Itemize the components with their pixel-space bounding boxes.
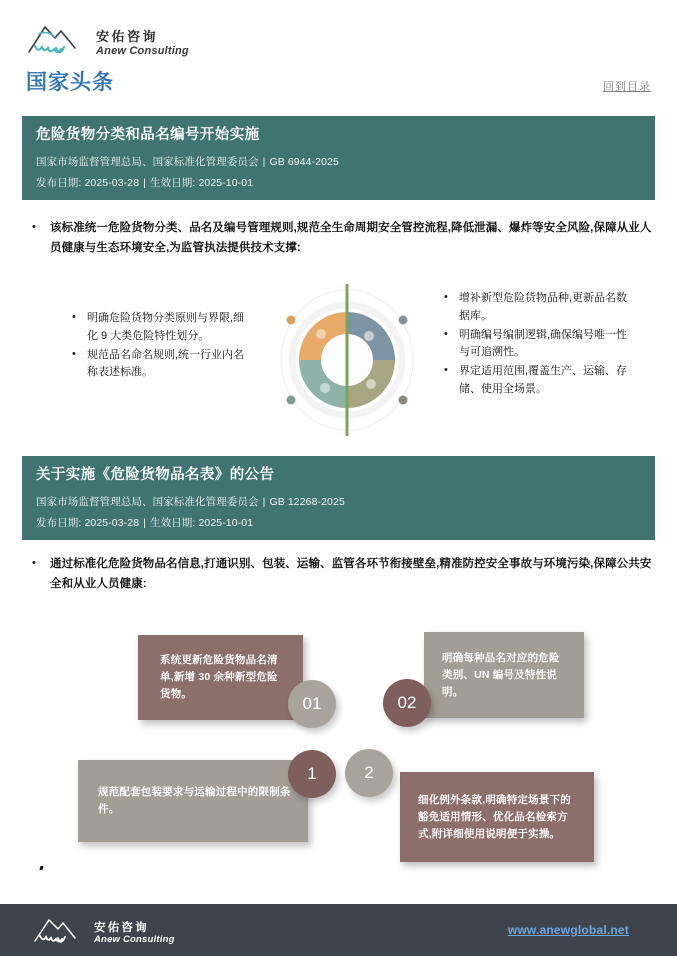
section-2-lead-paragraph bbox=[26, 554, 656, 594]
card-2-number-badge bbox=[345, 749, 393, 797]
meta-separator: | bbox=[262, 495, 266, 508]
section-header-1 bbox=[22, 116, 655, 200]
anew-mountain-logo-icon bbox=[32, 912, 86, 948]
card-text: 明确每种品名对应的危险类别、UN 编号及特性说明。 bbox=[442, 651, 560, 698]
card-01 bbox=[138, 635, 303, 720]
lead-text: 该标准统一危险货物分类、品名及编号管理规则,规范全生命周期安全管控流程,降低泄漏、爆炸等安全风险,保障从业人员健康与生态环境安全,为监管执法提供技术支撑: bbox=[50, 222, 652, 255]
stray-mark bbox=[39, 866, 43, 870]
list-item: • 界定适用范围,覆盖生产、运输、存储、使用全场景。 bbox=[442, 363, 632, 399]
section-title: 危险货物分类和品名编号开始实施 bbox=[36, 127, 260, 143]
list-item: • 明确编号编制逻辑,确保编号唯一性与可追溯性。 bbox=[442, 327, 632, 363]
publish-date-value: 2025-03-28 bbox=[84, 176, 140, 189]
effective-date-value: 2025-10-01 bbox=[198, 516, 254, 529]
card-number: 2 bbox=[364, 763, 374, 782]
section-header-2 bbox=[22, 456, 655, 540]
section-dates-line bbox=[36, 175, 641, 190]
card-1-number-badge bbox=[288, 750, 336, 798]
list-item: • 规范品名命名规则,统一行业内名称表述标准。 bbox=[70, 347, 255, 383]
effective-date-value: 2025-10-01 bbox=[198, 176, 254, 189]
standard-number: GB 6944-2025 bbox=[269, 155, 339, 168]
footer-logo-text-cn: 安佑咨询 bbox=[94, 921, 149, 934]
section-issuer-line bbox=[36, 494, 641, 509]
meta-separator: | bbox=[262, 155, 266, 168]
card-1 bbox=[78, 760, 308, 842]
bullet-icon: • bbox=[32, 221, 36, 233]
donut-chart-svg bbox=[277, 272, 417, 438]
page-footer bbox=[0, 904, 677, 956]
issuer-text: 国家市场监督管理总局、国家标准化管理委员会 bbox=[36, 155, 259, 168]
card-text: 规范配套包装要求与运输过程中的限制条件。 bbox=[98, 786, 291, 815]
header-logo bbox=[25, 18, 189, 60]
card-number: 01 bbox=[302, 694, 322, 713]
list-item: • 明确危险货物分类原则与界限,细化 9 大类危险特性划分。 bbox=[70, 310, 255, 346]
section-1-lead-paragraph bbox=[26, 218, 656, 258]
left-points-list bbox=[70, 310, 255, 383]
effective-date-label: 生效日期: bbox=[150, 516, 196, 529]
footer-logo bbox=[32, 912, 175, 948]
card-02-number-badge bbox=[383, 679, 431, 727]
page-title: 国家头条 bbox=[26, 71, 114, 94]
card-02 bbox=[424, 632, 584, 718]
card-number: 02 bbox=[397, 693, 417, 712]
back-to-contents-link[interactable]: 回到目录 bbox=[603, 81, 651, 93]
card-text: 细化例外条款,明确特定场景下的豁免适用情形、优化品名检索方式,附详细使用说明便于实操。 bbox=[418, 793, 571, 840]
section-1-graphic-block bbox=[22, 272, 655, 442]
right-points-list bbox=[442, 290, 632, 400]
logo-text-en: Anew Consulting bbox=[96, 45, 189, 58]
lead-text: 通过标准化危险货物品名信息,打通识别、包装、运输、监管各环节衔接壁垒,精准防控安全事故与环境污染,保障公共安全和从业人员健康: bbox=[50, 558, 652, 591]
publish-date-label: 发布日期: bbox=[36, 516, 82, 529]
section-issuer-line bbox=[36, 154, 641, 169]
section-dates-line bbox=[36, 515, 641, 530]
standard-number: GB 12268-2025 bbox=[269, 495, 345, 508]
publish-date-label: 发布日期: bbox=[36, 176, 82, 189]
bullet-icon: • bbox=[32, 557, 36, 569]
publish-date-value: 2025-03-28 bbox=[84, 516, 140, 529]
effective-date-label: 生效日期: bbox=[150, 176, 196, 189]
dates-separator: | bbox=[143, 176, 146, 189]
numbered-cards-block bbox=[0, 612, 677, 862]
donut-chart bbox=[277, 272, 417, 438]
footer-logo-text-en: Anew Consulting bbox=[94, 934, 175, 946]
card-01-number-badge bbox=[288, 680, 336, 728]
logo-text-cn: 安佑咨询 bbox=[96, 29, 159, 45]
section-title: 关于实施《危险货物品名表》的公告 bbox=[36, 467, 275, 483]
dates-separator: | bbox=[143, 516, 146, 529]
list-item: • 增补新型危险货物品种,更新品名数据库。 bbox=[442, 290, 632, 326]
issuer-text: 国家市场监督管理总局、国家标准化管理委员会 bbox=[36, 495, 259, 508]
card-2 bbox=[400, 772, 594, 862]
footer-website-link[interactable]: www.anewglobal.net bbox=[507, 923, 629, 937]
card-number: 1 bbox=[307, 764, 317, 783]
card-text: 系统更新危险货物品名清单,新增 30 余种新型危险货物。 bbox=[160, 654, 278, 700]
anew-mountain-logo-icon bbox=[25, 18, 87, 60]
